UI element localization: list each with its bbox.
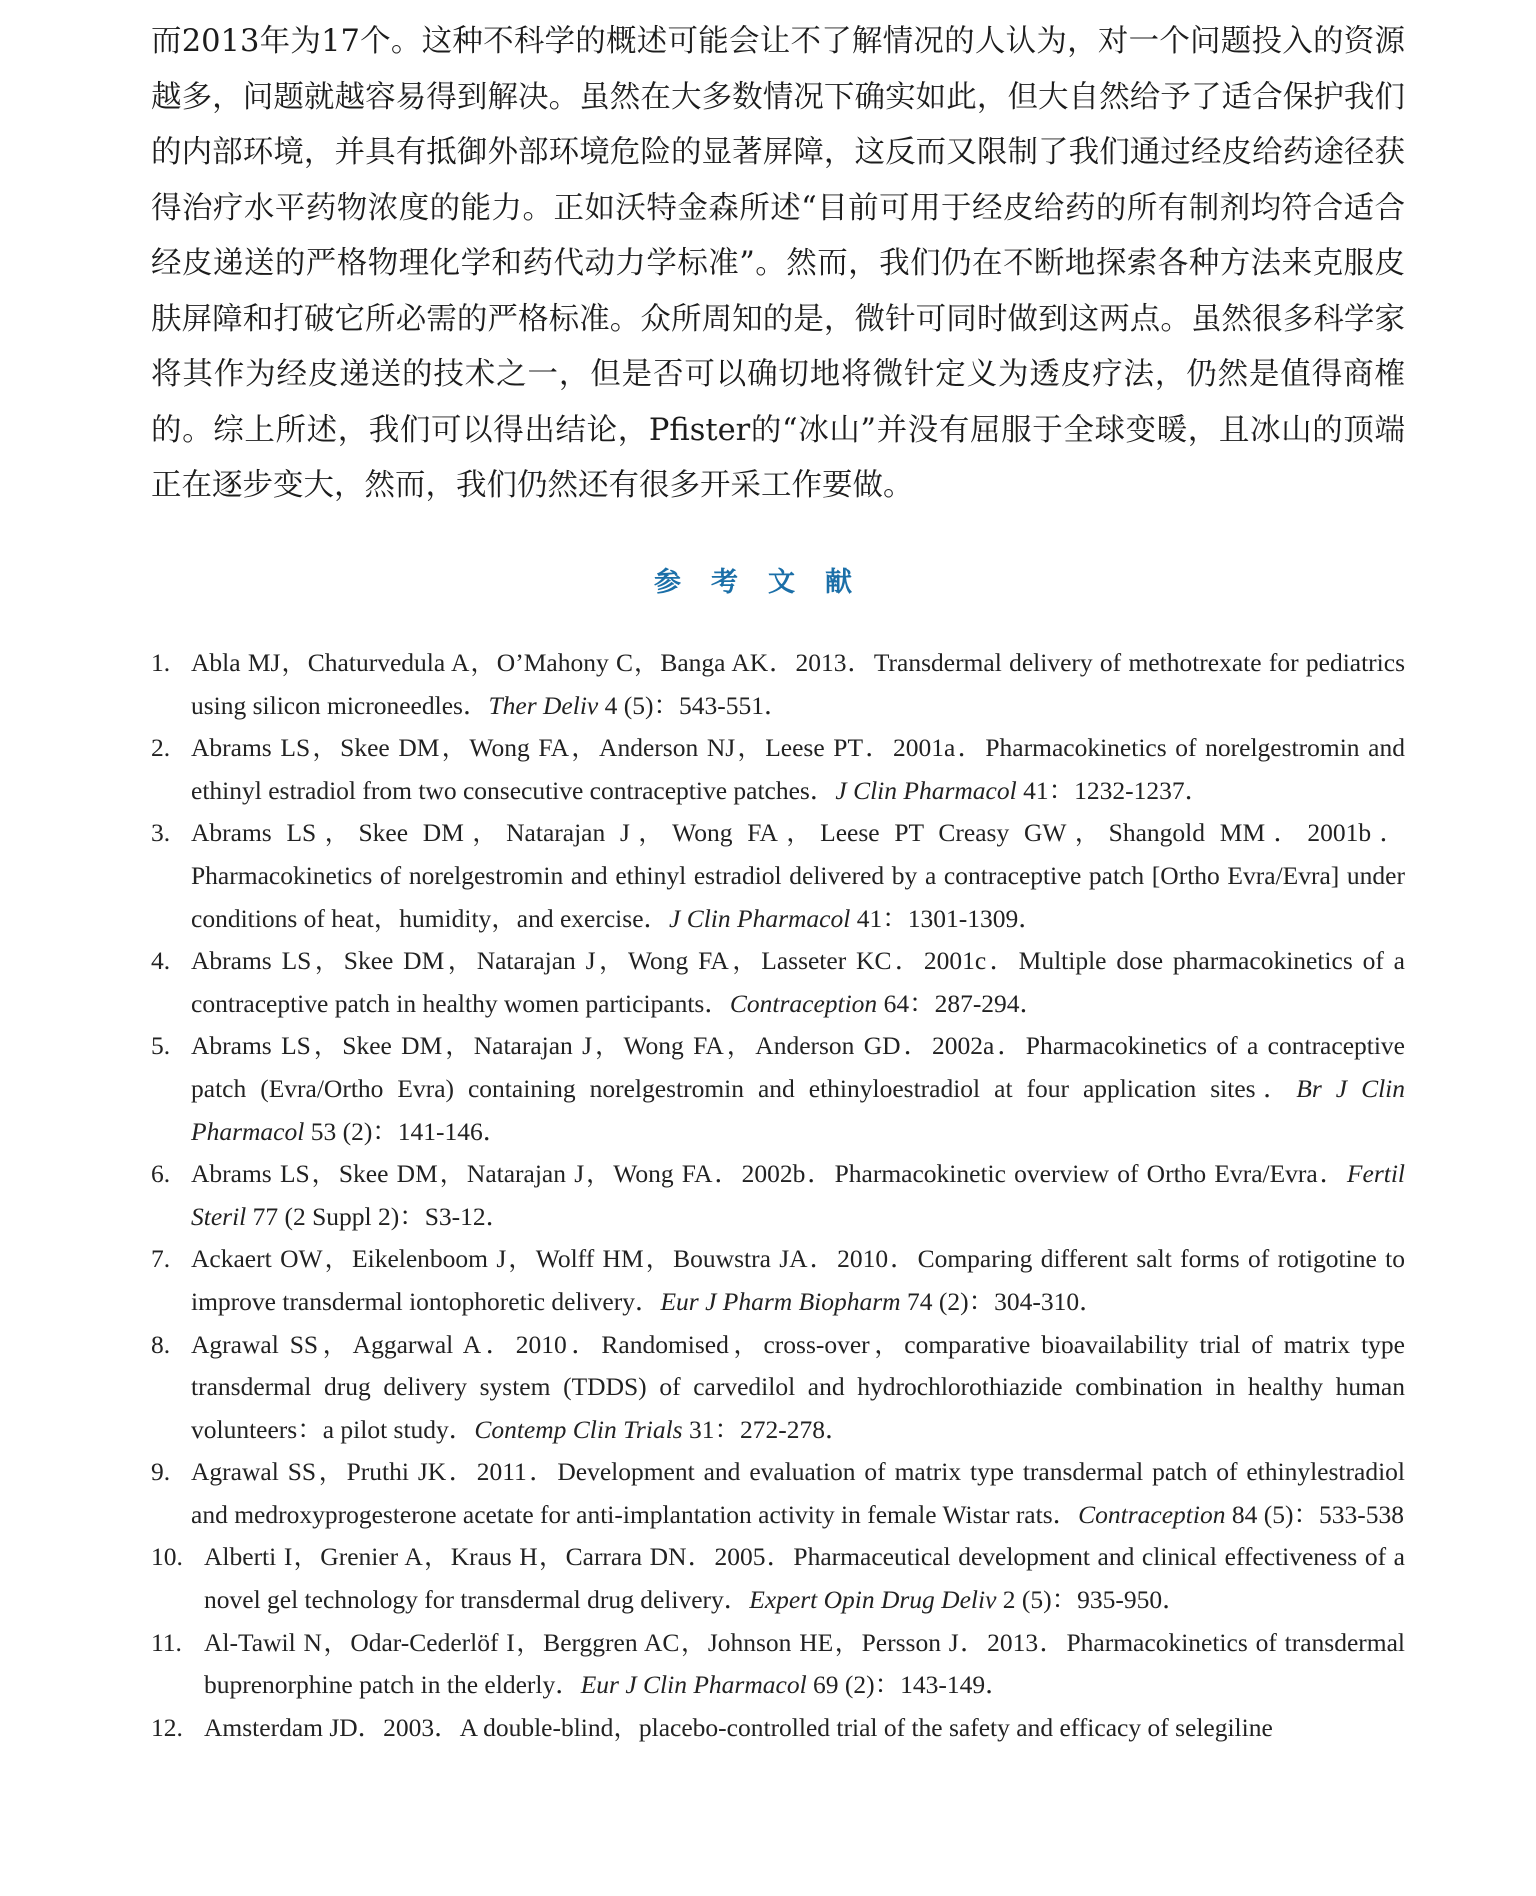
reference-number: 7. bbox=[151, 1244, 171, 1274]
reference-item bbox=[151, 1451, 1405, 1536]
reference-number: 5. bbox=[151, 1031, 171, 1061]
reference-journal: Contemp Clin Trials bbox=[474, 1414, 683, 1444]
reference-volume: 41：1301-1309． bbox=[850, 903, 1044, 933]
reference-volume: 41：1232-1237． bbox=[1016, 775, 1211, 805]
reference-text: Al-Tawil N，Odar-Cederlöf I，Berggren AC，Johnson HE，Persson J．2013．Pharmacokinetics of transdermal buprenorphine patch in the elderly． bbox=[204, 1627, 1405, 1700]
reference-text: Abla MJ，Chaturvedula A，O’Mahony C，Banga AK．2013．Transdermal delivery of methotrexate for pediatrics using silicon microneedles． bbox=[191, 648, 1405, 720]
reference-text: Abrams LS，Skee DM，Wong FA，Anderson NJ，Leese PT．2001a．Pharmacokinetics of norelgestromin and ethinyl estradiol from two consecutive contraceptive patches． bbox=[191, 733, 1405, 805]
reference-journal: Fertil Steril bbox=[191, 1159, 1405, 1231]
reference-journal: Contraception bbox=[1078, 1499, 1226, 1529]
reference-number: 2. bbox=[151, 733, 171, 763]
reference-number: 12. bbox=[151, 1712, 183, 1742]
reference-journal: Eur J Pharm Biopharm bbox=[660, 1286, 901, 1316]
reference-text: Agrawal SS，Aggarwal A．2010．Randomised，cross-over，comparative bioavailability trial of matrix type transdermal drug delivery system (TDDS) of carvedilol and hydrochlorothiazide combination in healthy human volunteers：a pilot study． bbox=[191, 1329, 1405, 1444]
reference-journal: Contraception bbox=[729, 988, 878, 1018]
reference-volume: 74 (2)：304-310． bbox=[900, 1286, 1105, 1316]
reference-item bbox=[151, 812, 1405, 940]
reference-item bbox=[151, 1324, 1405, 1452]
reference-volume: 77 (2 Suppl 2)：S3-12． bbox=[246, 1201, 512, 1231]
reference-text: Abrams LS，Skee DM，Natarajan J，Wong FA，Leese PT Creasy GW，Shangold MM．2001b．Pharmacokinetics of norelgestromin and ethinyl estradiol delivered by a contraceptive patch [Ortho Evra/Evra] under conditions of heat，humidity，and exercise． bbox=[191, 818, 1405, 933]
reference-item bbox=[151, 1536, 1405, 1621]
reference-journal: Expert Opin Drug Deliv bbox=[749, 1585, 997, 1615]
reference-number: 11. bbox=[151, 1627, 182, 1657]
body-paragraph: 而2013年为17个。这种不科学的概述可能会让不了解情况的人认为，对一个问题投入的资源越多，问题就越容易得到解决。虽然在大多数情况下确实如此，但大自然给予了适合保护我们的内部环境，并具有抵御外部环境危险的显著屏障，这反而又限制了我们通过经皮给药途径获得治疗水平药物浓度的能力。正如沃特金森所述“目前可用于经皮给药的所有制剂均符合适合经皮递送的严格物理化学和药代动力学标准”。然而，我们仍在不断地探索各种方法来克服皮肤屏障和打破它所必需的严格标准。众所周知的是，微针可同时做到这两点。虽然很多科学家将其作为经皮递送的技术之一，但是否可以确切地将微针定义为透皮疗法，仍然是值得商榷的。综上所述，我们可以得出结论，Pfister的“冰山”并没有屈服于全球变暖，且冰山的顶端正在逐步变大，然而，我们仍然还有很多开采工作要做。 bbox=[151, 24, 1405, 503]
reference-item bbox=[151, 1025, 1405, 1153]
reference-volume: 31：272-278． bbox=[682, 1414, 851, 1444]
reference-list bbox=[151, 642, 1405, 1749]
reference-text: Abrams LS，Skee DM，Natarajan J，Wong FA，Anderson GD．2002a．Pharmacokinetics of a contraceptive patch (Evra/Ortho Evra) containing norelgestromin and ethinyloestradiol at four application sites． bbox=[191, 1031, 1405, 1103]
reference-number: 4. bbox=[151, 946, 171, 976]
reference-volume: 53 (2)：141-146． bbox=[304, 1116, 509, 1146]
reference-item bbox=[151, 727, 1405, 812]
references-heading: 参考文献 bbox=[654, 567, 882, 598]
reference-item bbox=[151, 1153, 1405, 1238]
reference-journal: J Clin Pharmacol bbox=[669, 903, 851, 933]
reference-volume: 2 (5)：935-950． bbox=[996, 1585, 1188, 1615]
reference-item bbox=[151, 1622, 1405, 1707]
reference-text: Amsterdam JD．2003．A double-blind，placebo-controlled trial of the safety and efficacy of selegiline bbox=[204, 1712, 1273, 1742]
reference-volume: 4 (5)：543-551． bbox=[598, 690, 790, 720]
reference-journal: Ther Deliv bbox=[488, 690, 599, 720]
reference-text: Abrams LS，Skee DM，Natarajan J，Wong FA．2002b．Pharmacokinetic overview of Ortho Evra/Evra． bbox=[191, 1159, 1347, 1189]
reference-item bbox=[151, 940, 1405, 1025]
reference-journal: Eur J Clin Pharmacol bbox=[580, 1670, 807, 1700]
reference-volume: 64：287-294． bbox=[877, 988, 1046, 1018]
reference-volume: 84 (5)：533-538 bbox=[1225, 1499, 1404, 1529]
reference-journal: Br J Clin Pharmacol bbox=[191, 1073, 1406, 1146]
reference-number: 9. bbox=[151, 1457, 171, 1487]
reference-number: 8. bbox=[151, 1329, 171, 1359]
reference-volume: 69 (2)：143-149． bbox=[806, 1670, 1011, 1700]
reference-text: Agrawal SS，Pruthi JK．2011．Development and evaluation of matrix type transdermal patch of ethinylestradiol and medroxyprogesterone acetate for anti-implantation activity in female Wistar rats． bbox=[191, 1457, 1405, 1529]
reference-item bbox=[151, 1707, 1405, 1750]
reference-number: 6. bbox=[151, 1159, 171, 1189]
reference-number: 3. bbox=[151, 818, 171, 848]
reference-journal: J Clin Pharmacol bbox=[835, 775, 1017, 805]
reference-text: Alberti I，Grenier A，Kraus H，Carrara DN．2005．Pharmaceutical development and clinical effectiveness of a novel gel technology for transdermal drug delivery． bbox=[204, 1542, 1405, 1615]
reference-text: Abrams LS，Skee DM，Natarajan J，Wong FA，Lasseter KC．2001c．Multiple dose pharmacokinetics of a contraceptive patch in healthy women participants． bbox=[191, 946, 1405, 1018]
reference-item bbox=[151, 642, 1405, 727]
reference-number: 1. bbox=[151, 648, 171, 677]
reference-number: 10. bbox=[151, 1542, 183, 1572]
reference-item bbox=[151, 1238, 1405, 1323]
reference-text: Ackaert OW，Eikelenboom J，Wolff HM，Bouwstra JA．2010．Comparing different salt forms of rotigotine to improve transdermal iontophoretic delivery． bbox=[191, 1244, 1405, 1316]
